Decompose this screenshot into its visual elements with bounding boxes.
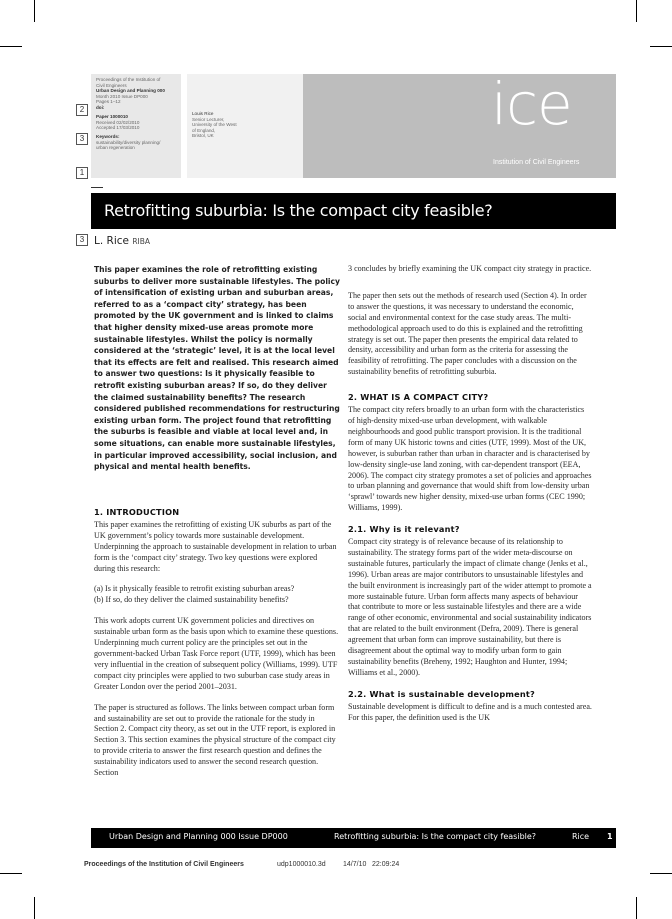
meta-line: Civil Engineers [96, 82, 127, 88]
margin-marker: 3 [76, 234, 88, 246]
publication-meta [91, 74, 181, 178]
paragraph: This paper examines the retrofitting of existing UK suburbs as part of the UK government’s policy towards more sustainable development. Underpinning the approach to sustainable development in relation to urban form is the ‘compact city’ strategy. Two key questions were explored during this research: [94, 519, 337, 573]
meta-line: Received 02/02/2010 [96, 119, 140, 125]
title-bar [91, 193, 616, 229]
meta-line: Pages 1–12 [96, 99, 121, 104]
footer-author: Rice [572, 832, 590, 841]
margin-marker: 1 [76, 167, 88, 179]
ice-logo-subtitle: Institution of Civil Engineers [493, 159, 580, 166]
section-heading: 1. INTRODUCTION [94, 507, 180, 517]
left-column [94, 507, 340, 789]
crop-mark [650, 46, 672, 47]
meta-line: Month 2010 Issue DP000 [96, 93, 148, 99]
author-line [94, 235, 150, 247]
crop-mark [34, 0, 35, 22]
subsection-heading: 2.2. What is sustainable development? [348, 688, 535, 699]
meta-line: Accepted 17/03/2010 [96, 125, 140, 130]
paragraph: Sustainable development is difficult to define and is a much contested area. For this paper, the definition used is the UK [348, 701, 592, 722]
affiliation-line: Bristol, UK [192, 133, 214, 138]
affiliation-line: University of the West [192, 122, 237, 127]
meta-line: urban regeneration [96, 145, 135, 150]
margin-marker: 2 [76, 104, 88, 116]
page-footer [91, 828, 616, 848]
question-item: (a) Is it physically feasible to retrofit existing suburban areas? [94, 584, 295, 594]
crop-mark [34, 897, 35, 919]
slug-date: 14/7/10 [343, 861, 367, 868]
author-suffix: RIBA [132, 237, 151, 246]
crop-mark [650, 873, 672, 874]
ice-logo-panel [303, 70, 616, 178]
meta-line: Keywords: [96, 134, 120, 139]
slug-journal: Proceedings of the Institution of Civil Engineers [84, 861, 244, 868]
meta-line: sustainability/diversity planning/ [96, 139, 161, 145]
abstract-text: This paper examines the role of retrofitting existing suburbs to deliver more sustainable lifestyles. The policy of intensification of existing urban and suburban areas, referred to as a ‘compact city’ strategy, has been promoted by the UK government and is linked to claims that higher density mixed-use areas promote more sustainable lifestyles. Whilst the policy is normally considered at the ‘strategic’ level, it is at the local level that its effects are felt and realised. This research aimed to answer two questions: Is it physically feasible to retrofit existing suburban areas? If so, do they deliver the claimed sustainability benefits? The research considered published recommendations for restructuring existing urban form. The project found that retrofitting the suburbs is feasible and viable at local level and, in some situations, can enable more sustainable lifestyles, in particular improved accessibility, social inclusion, and physical and mental health benefits. [94, 265, 340, 472]
title-rule [91, 187, 103, 188]
crop-mark [636, 0, 637, 22]
affiliation-line: Senior Lecturer, [192, 116, 225, 122]
footer-journal: Urban Design and Planning 000 Issue DP000 [109, 832, 288, 841]
subsection-heading: 2.1. Why is it relevant? [348, 524, 460, 535]
author-affiliation [187, 74, 303, 178]
margin-marker: 3 [76, 133, 88, 145]
abstract [94, 264, 340, 473]
meta-line: Proceedings of the Institution of [96, 77, 161, 82]
author-name: L. Rice [94, 235, 129, 247]
slug-file: udp1000010.3d [277, 861, 326, 868]
right-column [348, 264, 592, 734]
paragraph: Compact city strategy is of relevance because of its relationship to sustainability. The strategy forms part of the wider meta-discourse on sustainable futures, particularly the impact of climate change (Jenks et al., 1996). Urban areas are major contributors to unsustainable lifestyles and the built environment is increasingly part of the wider attempt to promote a more sustainable future. Urban form affects many aspects of behaviour that contribute to more or less sustainable lifestyles and there are a wide range of other economic, environmental and social sustainability indicators that are related to the built environment (Defra, 2009). There is general agreement that urban form can improve sustainability, but there is disagreement about the optimal way to modify urban form to gain sustainability benefits (Breheny, 1992; Haughton and Hunter, 1994; Williams et al., 2000). [348, 537, 592, 677]
paragraph: The paper is structured as follows. The links between compact urban form and sustainability are set out to provide the rationale for the study in Section 2. Compact city theory, as set out in the UTF report, is explored in Section 3. This section examines the physical structure of the compact city to provide criteria to answer the first research question and defines the sustainability indicators used to answer the second research question. Section [94, 702, 336, 778]
paragraph: 3 concludes by briefly examining the UK compact city strategy in practice. [348, 264, 592, 273]
section-heading: 2. WHAT IS A COMPACT CITY? [348, 392, 489, 403]
crop-mark [0, 873, 22, 874]
affiliation-line: Louis Rice [192, 111, 214, 116]
meta-line: doi: [96, 104, 105, 110]
ice-logo: ice [491, 70, 572, 138]
crop-mark [636, 897, 637, 919]
footer-running-title: Retrofitting suburbia: Is the compact city feasible? [334, 832, 537, 841]
crop-mark [0, 46, 22, 47]
paragraph: The paper then sets out the methods of research used (Section 4). In order to answer the questions, it was necessary to understand the economic, social and environmental context for the case study areas. The multi-methodological approach used to do this is explained and the retrofitting strategy is set out. The paper then presents the empirical data related to density, accessibility and urban form as the criteria for assessing the feasibility of retrofitting. The paper concludes with a discussion on the sustainability benefits of retrofitting suburbia. [348, 290, 587, 377]
slug-time: 22:09:24 [372, 861, 400, 868]
paper-title: Retrofitting suburbia: Is the compact city feasible? [104, 201, 493, 220]
affiliation-line: of England, [192, 127, 216, 133]
meta-line: Urban Design and Planning 000 [96, 88, 165, 93]
question-item: (b) If so, do they deliver the claimed sustainability benefits? [94, 595, 289, 605]
paragraph: The compact city refers broadly to an urban form with the characteristics of high-density mixed-use urban development, with walkable neighbourhoods and good public transport provision. It is the traditional form of many UK historic towns and cities (UTF, 1999). Most of the UK, however, is suburban rather than urban in character and is characterised by low-density single-use land zoning, with car-dependent transport (EEA, 2006). The compact city strategy promotes a set of policies and approaches to urban planning and governance that would shift from low-density urban ‘sprawl’ towards new higher density, mixed-use urban forms (CEC 1990; Williams, 1999). [348, 405, 592, 513]
page-number: 1 [607, 832, 613, 841]
paragraph: This work adopts current UK government policies and directives on sustainable urban form as the basis upon which to examine these questions. Underpinning much current policy are the principles set out in the government-backed Urban Task Force report (UTF, 1999), which has been very influential in the creation of subsequent policy (Williams, 1999). UTF compact city principles were applied to two suburban case study areas in Greater London over the period 2001–2031. [94, 616, 339, 691]
meta-line: Paper 1000010 [96, 114, 128, 119]
